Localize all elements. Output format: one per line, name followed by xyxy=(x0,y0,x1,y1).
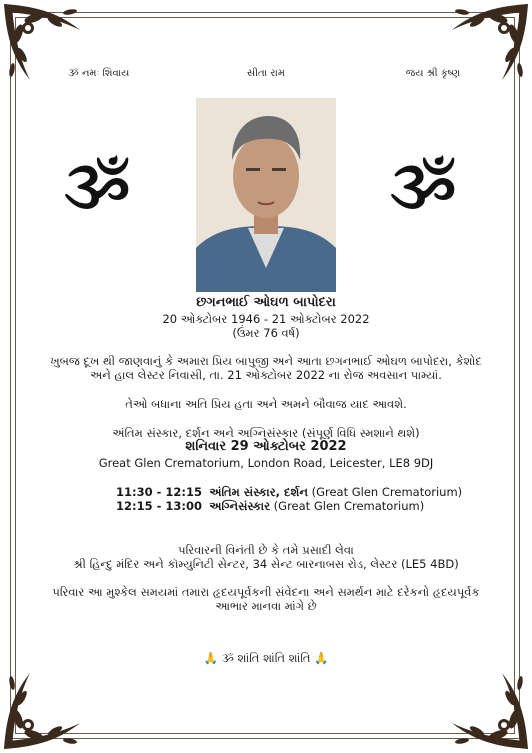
header-left-blessing: ૐ નમઃ શિવાય xyxy=(68,68,130,79)
deceased-name: છગનભાઈ ઓઘળ બાપોદરા xyxy=(196,295,336,310)
floral-corner-ornament xyxy=(0,658,95,753)
portrait-photo xyxy=(196,98,336,292)
message-line: તેઓ બધાના અતિ પ્રિય હતા અને અમને બૌવાજ યાદ આવશે. xyxy=(125,397,407,411)
thanks-line: પરિવાર આ મુશ્કેલ સમયમાં તમારા હૃદયપૂર્વકની સંવેદના અને સમર્થન માટે દરેકનો હૃદયપૂર્વક xyxy=(52,585,480,599)
message-line: અને હાલ લેસ્ટર નિવાસી, તા. 21 ઓક્ટોબર 2022 ના રોજ અવસાન પામ્યાં. xyxy=(90,368,442,382)
svg-text:ૐ: ૐ xyxy=(389,150,457,220)
folded-hands-icon: 🙏 xyxy=(314,651,329,665)
prasad-line: પરિવારની વિનંતી છે કે તમે પ્રસાદી લેવા xyxy=(178,543,354,557)
schedule-item xyxy=(116,485,462,500)
life-dates: 20 ઓક્ટોબર 1946 - 21 ઓક્ટોબર 2022 xyxy=(162,312,370,326)
floral-corner-ornament xyxy=(437,0,532,95)
schedule-time: 11:30 - 12:15 xyxy=(116,485,202,499)
schedule-time: 12:15 - 13:00 xyxy=(116,499,202,513)
header-center-blessing: સીતા રામ xyxy=(247,68,285,79)
floral-corner-ornament xyxy=(0,0,95,95)
om-symbol-icon xyxy=(62,150,132,220)
funeral-heading: અંતિમ સંસ્કાર, દર્શન અને અગ્નિસંસ્કાર (સંપૂર્ણ વિધિ સ્મશાને થશે) xyxy=(112,426,420,440)
prasad-line: શ્રી હિન્દુ મંદિર અને કૉમ્યુનિટી સેન્ટર, 34 સેન્ટ બારનાબસ રોડ, લેસ્ટર (LE5 4BD) xyxy=(73,557,459,571)
header-right-blessing: જય શ્રી કૃષ્ણ xyxy=(405,68,460,79)
funeral-date: શનિવાર 29 ઓક્ટોબર 2022 xyxy=(185,439,347,454)
folded-hands-icon: 🙏 xyxy=(203,651,218,665)
svg-text:ૐ: ૐ xyxy=(63,150,131,220)
funeral-venue: Great Glen Crematorium, London Road, Leicester, LE8 9DJ xyxy=(98,456,434,470)
schedule-place: (Great Glen Crematorium) xyxy=(273,499,425,513)
thanks-line: આભાર માનવા માંગે છે xyxy=(215,599,317,613)
floral-corner-ornament xyxy=(437,658,532,753)
age: (ઉંમર 76 વર્ષ) xyxy=(232,326,300,340)
schedule-event: અગ્નિસંસ્કાર xyxy=(209,499,271,513)
om-symbol-icon xyxy=(388,150,458,220)
schedule-place: (Great Glen Crematorium) xyxy=(311,485,463,499)
closing-text: ૐ શાંતિ શાંતિ શાંતિ xyxy=(221,651,311,665)
schedule-item xyxy=(116,499,424,514)
closing-prayer xyxy=(0,651,532,665)
message-line: ખુબજ દૂખ થી જાણવાનું કે અમારા પ્રિય બાપુજી અને આતા છગનભાઈ ઓઘળ બાપોદરા, કેશોદ xyxy=(50,354,482,368)
schedule-event: અંતિમ સંસ્કાર, દર્શન xyxy=(209,485,308,499)
